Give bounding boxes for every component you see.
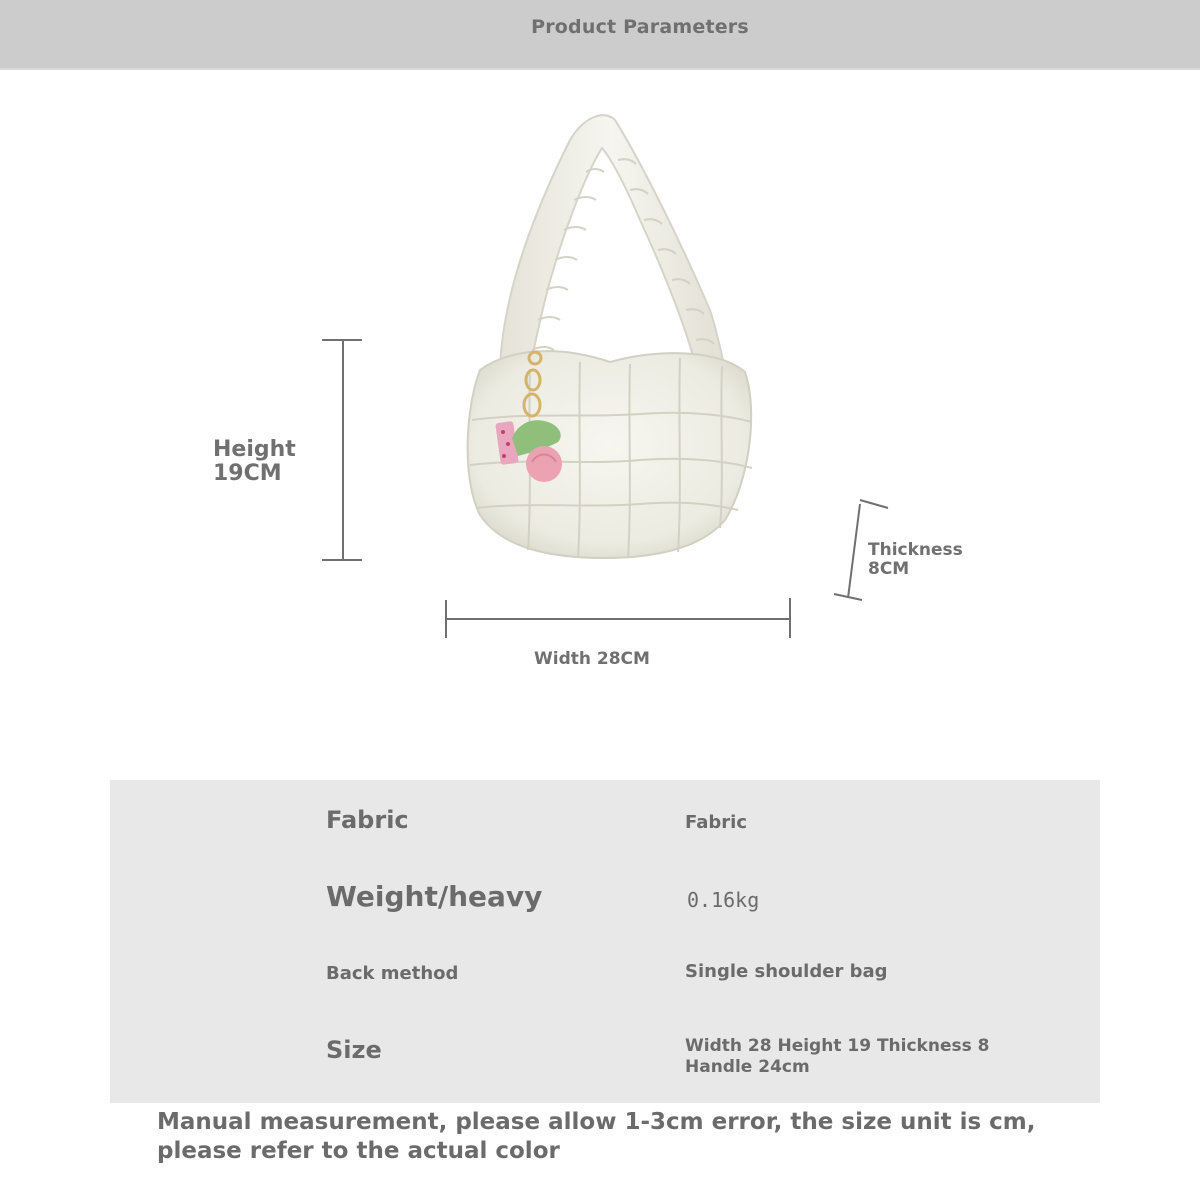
- height-value-text: 19CM: [213, 461, 282, 487]
- param-value-fabric: Fabric: [685, 812, 747, 833]
- note-line2: please refer to the actual color: [157, 1138, 560, 1164]
- width-label: Width 28CM: [534, 649, 650, 669]
- measurement-note: [157, 1108, 1057, 1166]
- page-title: Product Parameters: [531, 16, 749, 38]
- parameters-table: [110, 780, 1100, 1103]
- thickness-label: [868, 541, 963, 578]
- height-dimension-cap-top: [322, 339, 362, 341]
- height-label: [213, 438, 296, 486]
- param-value-size-line1: Width 28 Height 19 Thickness 8: [685, 1036, 990, 1056]
- param-key-fabric: Fabric: [326, 806, 409, 834]
- param-key-size: Size: [326, 1036, 382, 1064]
- note-line1: Manual measurement, please allow 1-3cm error, the size unit is cm,: [157, 1109, 1036, 1135]
- param-value-weight: 0.16kg: [687, 888, 760, 912]
- param-value-back-method: Single shoulder bag: [685, 961, 888, 982]
- width-dimension-line: [446, 618, 790, 620]
- height-dimension-cap-bottom: [322, 559, 362, 561]
- param-value-size: [685, 1036, 989, 1078]
- param-value-size-line2: Handle 24cm: [685, 1057, 810, 1077]
- thickness-value-text: 8CM: [868, 558, 910, 579]
- width-dimension-cap-right: [789, 598, 791, 638]
- header-bar: [0, 0, 1200, 70]
- param-key-back-method: Back method: [326, 963, 459, 984]
- param-key-weight: Weight/heavy: [326, 880, 543, 913]
- thickness-label-text: Thickness: [868, 540, 963, 560]
- product-image: [440, 100, 780, 570]
- height-dimension-line: [342, 340, 344, 560]
- width-dimension-cap-left: [445, 600, 447, 638]
- bag-illustration: [440, 100, 780, 570]
- height-label-text: Height: [213, 437, 296, 462]
